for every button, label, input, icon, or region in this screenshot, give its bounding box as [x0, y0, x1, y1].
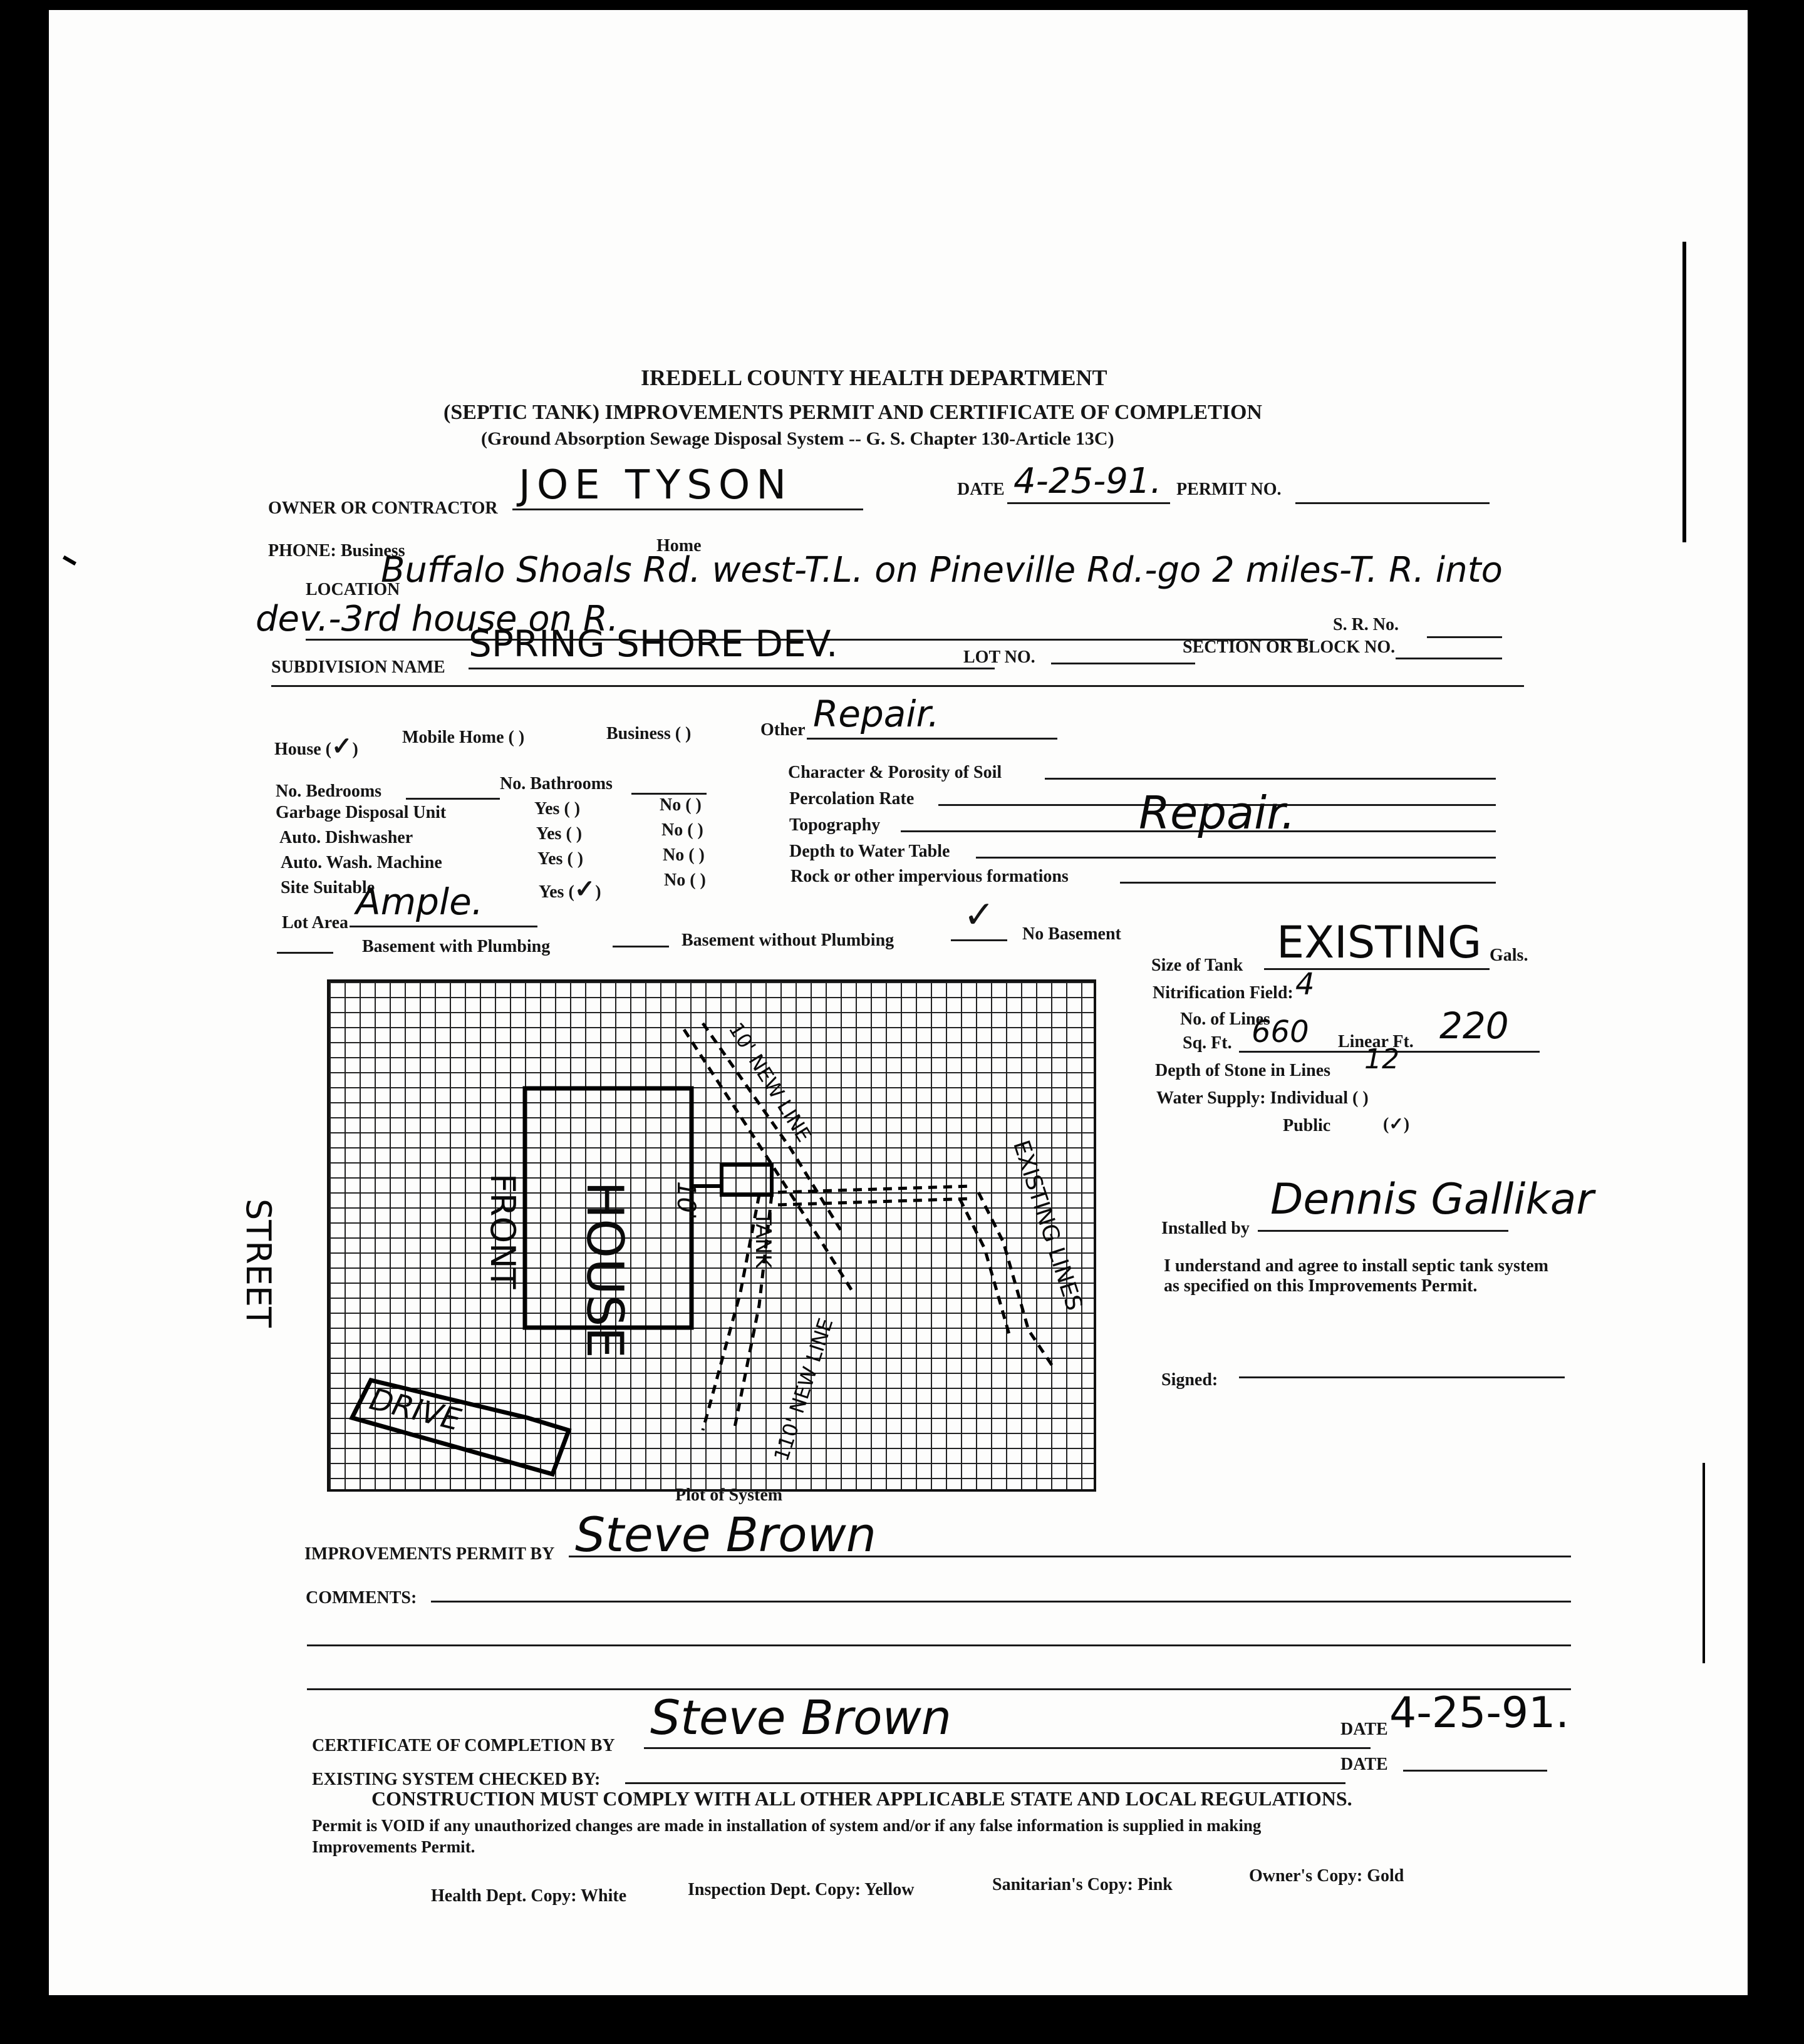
location-label: LOCATION — [306, 580, 400, 599]
linear-ft-value: 220 — [1439, 1004, 1509, 1047]
sr-no-label: S. R. No. — [1333, 615, 1399, 634]
house-label: HOUSE — [576, 1181, 634, 1359]
permit-no-line — [1295, 502, 1490, 504]
site-suitable-label: Site Suitable — [281, 878, 375, 897]
other-line — [807, 738, 1057, 740]
site-suitable-yes: Yes (✓) — [539, 875, 601, 903]
street-label: STREET — [239, 1199, 278, 1328]
sqft-value: 660 — [1252, 1014, 1309, 1050]
existing-line-b — [960, 1199, 1010, 1336]
sanitarian-copy: Sanitarian's Copy: Pink — [992, 1875, 1173, 1894]
void-notice-1: Permit is VOID if any unauthorized changes are made in installation of system and/or if any false information is supplied in making — [312, 1816, 1262, 1835]
other-label: Other — [760, 720, 806, 740]
house-check: ✓ — [331, 732, 353, 760]
front-label: FRONT — [483, 1174, 522, 1289]
date-line — [1007, 502, 1170, 504]
installed-by-signature: Dennis Gallikar — [1270, 1175, 1594, 1224]
garbage-label: Garbage Disposal Unit — [276, 803, 447, 822]
sqft-label: Sq. Ft. — [1183, 1033, 1232, 1053]
no-basement-check: ✓ — [963, 894, 995, 936]
lot-no-label: LOT NO. — [963, 648, 1035, 667]
other-value: Repair. — [813, 693, 940, 735]
topography-label: Topography — [789, 815, 881, 835]
water-supply-individual: Water Supply: Individual ( ) — [1156, 1088, 1369, 1108]
certificate-date-value: 4-25-91. — [1389, 1688, 1570, 1738]
washer-yes: Yes ( ) — [537, 849, 584, 869]
permit-document — [49, 10, 1748, 1995]
water-table-line — [976, 857, 1496, 859]
nitrification-value: 4 — [1295, 967, 1315, 1002]
certificate-label: CERTIFICATE OF COMPLETION BY — [312, 1736, 615, 1755]
basement-plumbing-label: Basement with Plumbing — [362, 937, 551, 956]
location-line-2: dev.-3rd house on R. — [256, 599, 619, 639]
water-table-label: Depth to Water Table — [789, 842, 950, 861]
scan-edge-mark-2 — [1703, 1463, 1705, 1663]
tank-size-value: EXISTING — [1277, 917, 1482, 968]
subdivision-divider — [271, 685, 1524, 687]
new-line-label-2: 110' NEW LINE — [769, 1315, 838, 1464]
certificate-line — [644, 1747, 1371, 1749]
no-basement-label: No Basement — [1022, 924, 1121, 944]
dishwasher-no: No ( ) — [661, 820, 703, 840]
percolation-label: Percolation Rate — [789, 789, 915, 808]
site-check: ✓ — [574, 875, 596, 903]
owner-copy: Owner's Copy: Gold — [1249, 1866, 1404, 1886]
date-label: DATE — [957, 480, 1005, 499]
garbage-yes: Yes ( ) — [534, 799, 581, 818]
drive-label: DRIVE — [366, 1381, 465, 1438]
basement-plumbing-line — [277, 952, 333, 954]
gals-label: Gals. — [1490, 946, 1528, 965]
business-option: Business ( ) — [606, 724, 692, 743]
improvements-permit-signature: Steve Brown — [575, 1507, 876, 1562]
site-suitable-no: No ( ) — [664, 870, 706, 890]
signed-line — [1239, 1376, 1565, 1378]
plot-caption: Plot of System — [675, 1485, 783, 1505]
permit-no-label: PERMIT NO. — [1176, 480, 1282, 499]
owner-line — [512, 508, 863, 510]
subdivision-line — [469, 668, 995, 669]
soil-value: Repair. — [1139, 787, 1296, 839]
lot-area-line — [350, 926, 537, 927]
lot-area-label: Lot Area — [282, 913, 349, 932]
existing-system-line — [625, 1782, 1345, 1784]
stone-depth-value: 12 — [1364, 1043, 1399, 1075]
health-copy: Health Dept. Copy: White — [431, 1886, 627, 1906]
existing-system-label: EXISTING SYSTEM CHECKED BY: — [312, 1770, 601, 1789]
inspection-copy: Inspection Dept. Copy: Yellow — [688, 1880, 915, 1899]
bedrooms-label: No. Bedrooms — [276, 782, 382, 801]
installed-by-line — [1258, 1230, 1508, 1232]
nitrification-label: Nitrification Field: — [1153, 983, 1293, 1003]
tank-outline — [722, 1165, 772, 1195]
water-supply-public-label: Public — [1283, 1116, 1331, 1135]
owner-label: OWNER OR CONTRACTOR — [268, 498, 498, 518]
no-basement-line — [951, 939, 1007, 941]
comply-notice: CONSTRUCTION MUST COMPLY WITH ALL OTHER APPLICABLE STATE AND LOCAL REGULATIONS. — [371, 1787, 1352, 1810]
comments-line-1 — [431, 1601, 1571, 1603]
basement-no-plumbing-line — [613, 946, 669, 947]
plot-sketch — [327, 979, 1141, 1518]
installed-by-label: Installed by — [1161, 1219, 1250, 1238]
existing-date-label: DATE — [1340, 1755, 1388, 1774]
location-line-1: Buffalo Shoals Rd. west-T.L. on Pineville Rd.-go 2 miles-T. R. into — [381, 550, 1503, 591]
certificate-signature: Steve Brown — [650, 1690, 951, 1745]
existing-date-line — [1403, 1770, 1547, 1772]
void-notice-2: Improvements Permit. — [312, 1837, 475, 1856]
lot-no-line — [1051, 663, 1195, 664]
existing-lines-label: EXISTING LINES — [1008, 1137, 1087, 1314]
signed-label: Signed: — [1161, 1370, 1218, 1390]
improvements-permit-label: IMPROVEMENTS PERMIT BY — [304, 1544, 555, 1564]
dishwasher-yes: Yes ( ) — [536, 824, 583, 844]
agreement-text: I understand and agree to install septic tank system as specified on this Improvements Permit. — [1164, 1256, 1548, 1296]
department-heading: IREDELL COUNTY HEALTH DEPARTMENT — [641, 365, 1107, 390]
rock-line — [1120, 882, 1496, 884]
subdivision-value: SPRING SHORE DEV. — [469, 622, 838, 665]
soil-character-line — [1045, 778, 1496, 780]
date-value: 4-25-91. — [1013, 461, 1162, 502]
tank-size-label: Size of Tank — [1151, 956, 1243, 975]
ten-foot-label: 10' — [671, 1181, 700, 1220]
scan-edge-mark — [1682, 242, 1686, 542]
owner-value: JOE TYSON — [519, 462, 793, 508]
dishwasher-label: Auto. Dishwasher — [279, 828, 413, 847]
subdivision-label: SUBDIVISION NAME — [271, 658, 445, 677]
soil-character-label: Character & Porosity of Soil — [788, 763, 1002, 782]
water-supply-public-check: (✓) — [1383, 1115, 1410, 1134]
garbage-no: No ( ) — [660, 795, 702, 815]
lot-area-value: Ample. — [356, 880, 484, 923]
lines-label: No. of Lines — [1180, 1009, 1270, 1029]
improvements-permit-line — [569, 1556, 1571, 1557]
comments-label: COMMENTS: — [306, 1588, 417, 1608]
section-label: SECTION OR BLOCK NO. — [1183, 637, 1396, 657]
comments-line-2 — [307, 1644, 1571, 1646]
house-option: House (✓) — [274, 732, 358, 760]
header-line-b — [778, 1199, 972, 1205]
bathrooms-line — [631, 793, 707, 795]
scan-speck — [63, 555, 76, 565]
basement-no-plumbing-label: Basement without Plumbing — [682, 931, 894, 950]
sr-no-line — [1427, 636, 1502, 638]
washer-label: Auto. Wash. Machine — [281, 853, 442, 872]
new-line-label-1: 10' NEW LINE — [723, 1018, 817, 1147]
phone-home-label: Home — [656, 536, 702, 555]
rock-label: Rock or other impervious formations — [791, 867, 1069, 886]
section-line — [1396, 658, 1502, 659]
form-title: (SEPTIC TANK) IMPROVEMENTS PERMIT AND CERTIFICATE OF COMPLETION — [443, 401, 1262, 424]
tank-label: TANK — [750, 1212, 775, 1269]
header-line-a — [778, 1186, 972, 1192]
washer-no: No ( ) — [663, 845, 705, 865]
phone-business-label: PHONE: Business — [268, 541, 405, 560]
bedrooms-line — [406, 798, 500, 800]
mobile-home-option: Mobile Home ( ) — [402, 728, 525, 747]
form-subtitle: (Ground Absorption Sewage Disposal System -- G. S. Chapter 130-Article 13C) — [481, 428, 1114, 449]
bathrooms-label: No. Bathrooms — [500, 774, 613, 793]
stone-depth-label: Depth of Stone in Lines — [1155, 1061, 1331, 1080]
linear-ft-label: Linear Ft. — [1338, 1032, 1414, 1051]
certificate-date-label: DATE — [1340, 1720, 1388, 1739]
